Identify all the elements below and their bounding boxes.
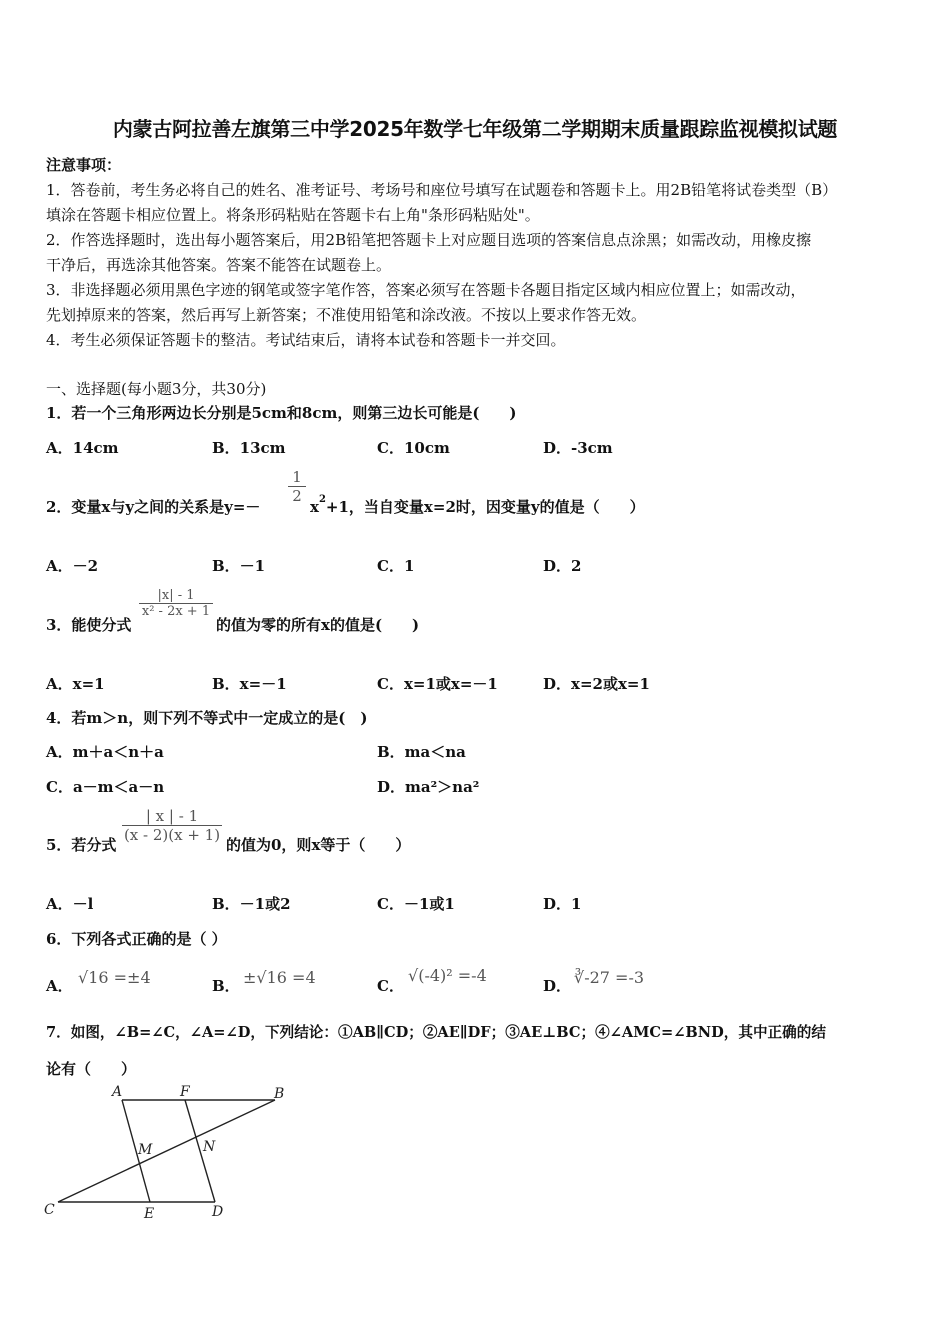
note-line-1: 1．答卷前，考生务必将自己的姓名、准考证号、考场号和座位号填写在试题卷和答题卡上。用2B铅笔将试卷类型（B）	[46, 181, 838, 199]
label-b: B	[274, 1086, 285, 1102]
q6-option-d: D．	[543, 977, 572, 995]
q2-frac-den: 2	[292, 487, 302, 505]
q6-option-b: B．	[212, 977, 240, 995]
q6-stem: 6．下列各式正确的是（ ）	[46, 930, 227, 948]
q3-stem-a: 3．能使分式	[46, 616, 132, 634]
q4-option-b: B．ma＜na	[377, 743, 466, 761]
q3-frac-num: |x| - 1	[157, 588, 195, 603]
q2-exponent: 2	[318, 494, 326, 505]
q4-option-a: A．m＋a＜n＋a	[46, 743, 164, 761]
q2-stem-c: +1，当自变量x=2时，因变量y的值是（ ）	[325, 498, 645, 516]
q3-stem-b: 的值为零的所有x的值是( )	[216, 616, 420, 634]
section-heading: 一、选择题(每小题3分，共30分)	[46, 380, 267, 398]
q2-frac-num: 1	[292, 468, 302, 486]
q6-expr-c: √(-4)² =-4	[408, 966, 487, 985]
label-c: C	[44, 1202, 55, 1218]
q2-option-a: A．－2	[46, 557, 99, 575]
q4-option-d: D．ma²＞na²	[377, 778, 480, 796]
q3-option-d: D．x=2或x=1	[543, 675, 650, 693]
q6-option-c: C．	[377, 977, 404, 995]
q2-fraction	[288, 468, 306, 505]
label-a: A	[112, 1084, 123, 1100]
q1-option-d: D．-3cm	[543, 439, 613, 457]
q3-frac-den: x² - 2x + 1	[141, 604, 211, 619]
q3-fraction	[139, 588, 213, 619]
q5-option-c: C．－1或1	[377, 895, 455, 913]
note-line-6: 先划掉原来的答案，然后再写上新答案；不准使用铅笔和涂改液。不按以上要求作答无效。	[46, 306, 647, 324]
label-e: E	[144, 1206, 155, 1222]
q5-stem-a: 5．若分式	[46, 836, 117, 854]
q6-option-a: A．	[46, 977, 73, 995]
note-line-4: 干净后，再选涂其他答案。答案不能答在试题卷上。	[46, 256, 392, 274]
q1-stem: 1．若一个三角形两边长分别是5cm和8cm，则第三边长可能是( )	[46, 404, 517, 422]
note-line-3: 2．作答选择题时，选出每小题答案后，用2B铅笔把答题卡上对应题目选项的答案信息点涂黑；如需改动，用橡皮擦	[46, 231, 812, 249]
q4-option-c: C．a－m＜a－n	[46, 778, 165, 796]
q2-option-b: B．－1	[212, 557, 266, 575]
q5-option-b: B．－1或2	[212, 895, 291, 913]
q2-stem-a: 2．变量x与y之间的关系是y=－	[46, 498, 261, 516]
q2-option-d: D．2	[543, 557, 582, 575]
q2-var-x: x	[310, 498, 319, 516]
q3-option-a: A．x=1	[46, 675, 105, 693]
q6-expr-a: √16 =±4	[78, 968, 151, 987]
note-line-5: 3．非选择题必须用黑色字迹的钢笔或签字笔作答，答案必须写在答题卡各题目指定区域内相应位置上；如需改动，	[46, 281, 806, 299]
note-line-2: 填涂在答题卡相应位置上。将条形码粘贴在答题卡右上角"条形码粘贴处"。	[46, 206, 540, 224]
line-bc	[58, 1100, 275, 1202]
q5-stem-b: 的值为0，则x等于（ ）	[226, 836, 411, 854]
label-d: D	[212, 1204, 224, 1220]
notes-heading: 注意事项：	[46, 156, 122, 174]
q2-option-c: C．1	[377, 557, 415, 575]
q3-option-c: C．x=1或x=－1	[377, 675, 498, 693]
q5-frac-den: (x - 2)(x + 1)	[123, 826, 221, 844]
q7-figure	[40, 1082, 300, 1222]
q5-option-d: D．1	[543, 895, 582, 913]
q7-stem-line1: 7．如图，∠B=∠C，∠A=∠D，下列结论：①AB∥CD；②AE∥DF；③AE⊥BC；④∠AMC=∠BND，其中正确的结	[46, 1024, 826, 1041]
q6-expr-b: ±√16 =4	[243, 968, 316, 987]
label-m: M	[138, 1142, 153, 1158]
note-line-7: 4．考生必须保证答题卡的整洁。考试结束后，请将本试卷和答题卡一并交回。	[46, 331, 566, 349]
q5-fraction	[122, 807, 222, 844]
q6-expr-d: ∛-27 =-3	[574, 968, 645, 987]
q5-frac-num: | x | - 1	[145, 807, 199, 825]
page-title: 内蒙古阿拉善左旗第三中学2025年数学七年级第二学期期末质量跟踪监视模拟试题	[112, 117, 838, 141]
q7-stem-line2: 论有（ ）	[46, 1060, 137, 1078]
q1-option-a: A．14cm	[46, 439, 119, 457]
q1-option-c: C．10cm	[377, 439, 450, 457]
q2-stem-b	[310, 496, 645, 517]
label-n: N	[203, 1139, 216, 1155]
q3-option-b: B．x=－1	[212, 675, 287, 693]
q5-option-a: A．－l	[46, 895, 94, 913]
q4-stem: 4．若m＞n，则下列不等式中一定成立的是( )	[46, 709, 368, 727]
q1-option-b: B．13cm	[212, 439, 286, 457]
label-f: F	[180, 1084, 190, 1100]
